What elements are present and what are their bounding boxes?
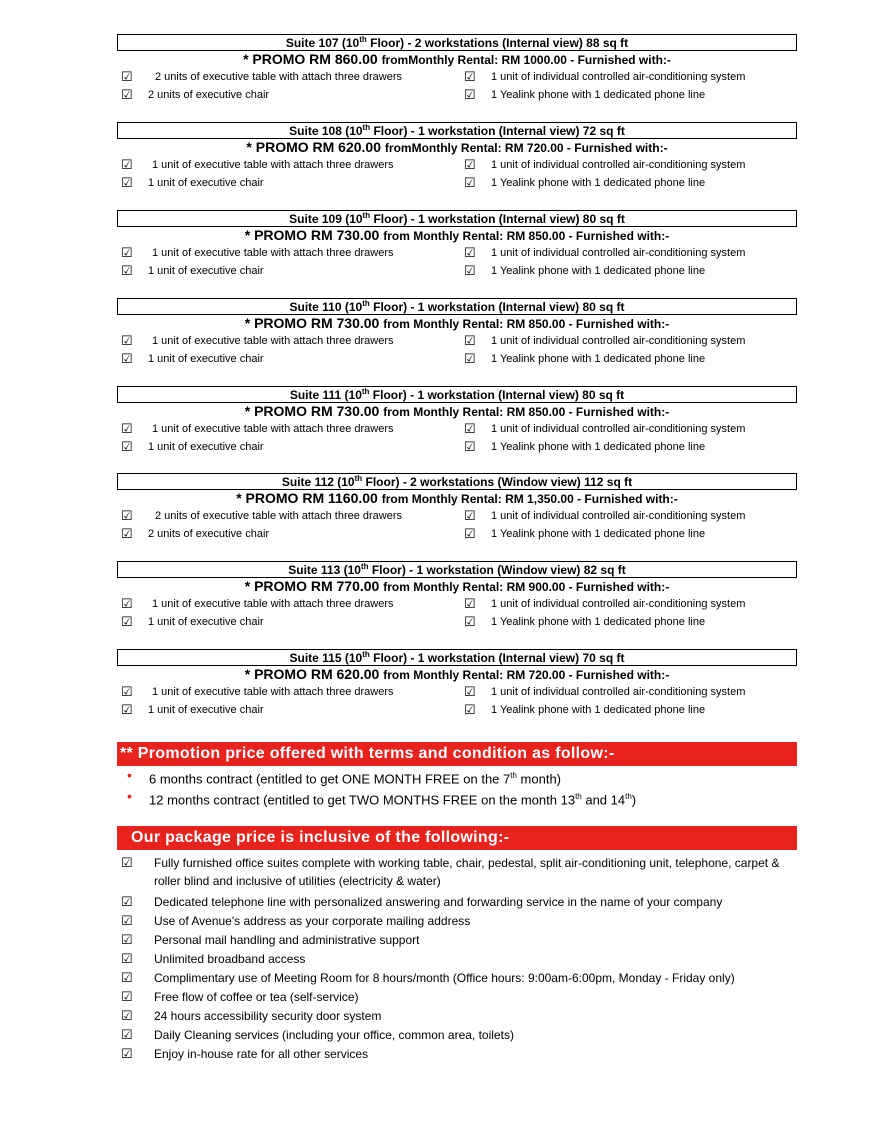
bullet-icon: • (127, 788, 132, 804)
checkbox-icon: ☑ (121, 69, 133, 84)
package-item: ☑ Unlimited broadband access (121, 951, 306, 966)
suite-title: Suite 111 (10th Floor) - 1 workstation (Internal view) 80 sq ft (117, 386, 797, 403)
checkbox-icon: ☑ (121, 989, 133, 1004)
checkbox-icon: ☑ (464, 175, 476, 190)
suite-items: ☑ 2 units of executive table with attach three drawers ☑ 2 units of executive chair ☑ 1 unit of individual controlled air-conditioning system ☑ 1 Yealink phone with 1 dedicated phone line (121, 508, 746, 541)
checkbox-icon: ☑ (464, 421, 476, 436)
suite-block (117, 386, 797, 456)
suite-promo: * PROMO RM 730.00 from Monthly Rental: RM 850.00 - Furnished with:- (244, 403, 670, 419)
checkbox-icon: ☑ (121, 970, 133, 985)
package-list (121, 854, 791, 1064)
suite-title: Suite 107 (10th Floor) - 2 workstations (Internal view) 88 sq ft (117, 34, 797, 51)
checkbox-icon: ☑ (464, 157, 476, 172)
checkbox-icon: ☑ (121, 702, 133, 717)
checkbox-icon: ☑ (121, 1008, 133, 1023)
suite-title: Suite 113 (10th Floor) - 1 workstation (Window view) 82 sq ft (117, 561, 797, 578)
checkbox-icon: ☑ (464, 351, 476, 366)
package-item: ☑ Daily Cleaning services (including your office, common area, toilets) (121, 1027, 514, 1042)
suite-items: ☑ 1 unit of executive table with attach three drawers ☑ 1 unit of executive chair ☑ 1 unit of individual controlled air-conditioning system ☑ 1 Yealink phone with 1 dedicated phone line (121, 684, 746, 717)
checkbox-icon: ☑ (121, 596, 133, 611)
package-banner: Our package price is inclusive of the following:- (117, 826, 797, 850)
suite-title: Suite 109 (10th Floor) - 1 workstation (Internal view) 80 sq ft (117, 210, 797, 227)
checkbox-icon: ☑ (464, 245, 476, 260)
checkbox-icon: ☑ (464, 702, 476, 717)
checkbox-icon: ☑ (121, 1027, 133, 1042)
package-item: ☑ Fully furnished office suites complete with working table, chair, pedestal, split air-conditioning unit, telephone, carpet & roller blind and inclusive of utilities (electricity & water) (121, 855, 780, 888)
suite-block (117, 298, 797, 368)
checkbox-icon: ☑ (121, 508, 133, 523)
checkbox-icon: ☑ (121, 439, 133, 454)
checkbox-icon: ☑ (121, 263, 133, 278)
suite-items: ☑ 1 unit of executive table with attach three drawers ☑ 1 unit of executive chair ☑ 1 unit of individual controlled air-conditioning system ☑ 1 Yealink phone with 1 dedicated phone line (121, 245, 746, 278)
promotion-bullet: • 12 months contract (entitled to get TWO MONTHS FREE on the month 13th and 14th) (127, 788, 637, 808)
suite-title: Suite 112 (10th Floor) - 2 workstations (Window view) 112 sq ft (117, 473, 797, 490)
promotion-list (127, 765, 636, 807)
suite-block (117, 649, 797, 719)
checkbox-icon: ☑ (464, 439, 476, 454)
checkbox-icon: ☑ (121, 87, 133, 102)
checkbox-icon: ☑ (121, 1046, 133, 1061)
checkbox-icon: ☑ (121, 684, 133, 699)
suite-title: Suite 108 (10th Floor) - 1 workstation (Internal view) 72 sq ft (117, 122, 797, 139)
suite-block (117, 122, 797, 192)
checkbox-icon: ☑ (464, 596, 476, 611)
suite-items: ☑ 1 unit of executive table with attach three drawers ☑ 1 unit of executive chair ☑ 1 unit of individual controlled air-conditioning system ☑ 1 Yealink phone with 1 dedicated phone line (121, 333, 746, 366)
suite-promo: * PROMO RM 620.00 fromMonthly Rental: RM 720.00 - Furnished with:- (246, 139, 668, 155)
package-item: ☑ Personal mail handling and administrative support (121, 932, 420, 947)
suite-block (117, 34, 797, 104)
suite-block (117, 561, 797, 631)
suite-promo: * PROMO RM 770.00 from Monthly Rental: RM 900.00 - Furnished with:- (244, 578, 670, 594)
checkbox-icon: ☑ (464, 333, 476, 348)
checkbox-icon: ☑ (121, 614, 133, 629)
package-item: ☑ 24 hours accessibility security door system (121, 1008, 382, 1023)
checkbox-icon: ☑ (121, 526, 133, 541)
checkbox-icon: ☑ (121, 894, 133, 909)
promotion-banner: ** Promotion price offered with terms and condition as follow:- (117, 742, 797, 766)
checkbox-icon: ☑ (464, 614, 476, 629)
suite-items: ☑ 1 unit of executive table with attach three drawers ☑ 1 unit of executive chair ☑ 1 unit of individual controlled air-conditioning system ☑ 1 Yealink phone with 1 dedicated phone line (121, 596, 746, 629)
checkbox-icon: ☑ (121, 932, 133, 947)
package-item: ☑ Use of Avenue's address as your corporate mailing address (121, 913, 471, 928)
package-item: ☑ Dedicated telephone line with personalized answering and forwarding service in the name of your company (121, 894, 723, 909)
suite-block (117, 210, 797, 280)
suite-promo: * PROMO RM 730.00 from Monthly Rental: RM 850.00 - Furnished with:- (244, 315, 670, 331)
checkbox-icon: ☑ (464, 526, 476, 541)
checkbox-icon: ☑ (464, 263, 476, 278)
checkbox-icon: ☑ (464, 508, 476, 523)
package-item: ☑ Free flow of coffee or tea (self-service) (121, 989, 359, 1004)
checkbox-icon: ☑ (121, 333, 133, 348)
suite-block (117, 473, 797, 543)
suite-promo: * PROMO RM 1160.00 from Monthly Rental: RM 1,350.00 - Furnished with:- (236, 490, 678, 506)
checkbox-icon: ☑ (121, 951, 133, 966)
checkbox-icon: ☑ (121, 421, 133, 436)
checkbox-icon: ☑ (121, 855, 133, 870)
package-item: ☑ Complimentary use of Meeting Room for 8 hours/month (Office hours: 9:00am-6:00pm, Monday - Friday only) (121, 970, 735, 985)
checkbox-icon: ☑ (464, 684, 476, 699)
suite-promo: * PROMO RM 730.00 from Monthly Rental: RM 850.00 - Furnished with:- (244, 227, 670, 243)
suite-items: ☑ 1 unit of executive table with attach three drawers ☑ 1 unit of executive chair ☑ 1 unit of individual controlled air-conditioning system ☑ 1 Yealink phone with 1 dedicated phone line (121, 421, 746, 454)
checkbox-icon: ☑ (464, 87, 476, 102)
promotion-bullet: • 6 months contract (entitled to get ONE MONTH FREE on the 7th month) (127, 767, 562, 787)
suite-promo: * PROMO RM 620.00 from Monthly Rental: RM 720.00 - Furnished with:- (244, 666, 670, 682)
suite-promo: * PROMO RM 860.00 fromMonthly Rental: RM 1000.00 - Furnished with:- (243, 51, 671, 67)
checkbox-icon: ☑ (121, 245, 133, 260)
checkbox-icon: ☑ (121, 913, 133, 928)
package-item: ☑ Enjoy in-house rate for all other services (121, 1046, 369, 1061)
checkbox-icon: ☑ (464, 69, 476, 84)
checkbox-icon: ☑ (121, 157, 133, 172)
bullet-icon: • (127, 767, 132, 783)
suite-title: Suite 115 (10th Floor) - 1 workstation (Internal view) 70 sq ft (117, 649, 797, 666)
checkbox-icon: ☑ (121, 175, 133, 190)
suite-items: ☑ 2 units of executive table with attach three drawers ☑ 2 units of executive chair ☑ 1 unit of individual controlled air-conditioning system ☑ 1 Yealink phone with 1 dedicated phone line (121, 69, 746, 102)
suite-title: Suite 110 (10th Floor) - 1 workstation (Internal view) 80 sq ft (117, 298, 797, 315)
suite-items: ☑ 1 unit of executive table with attach three drawers ☑ 1 unit of executive chair ☑ 1 unit of individual controlled air-conditioning system ☑ 1 Yealink phone with 1 dedicated phone line (121, 157, 746, 190)
checkbox-icon: ☑ (121, 351, 133, 366)
